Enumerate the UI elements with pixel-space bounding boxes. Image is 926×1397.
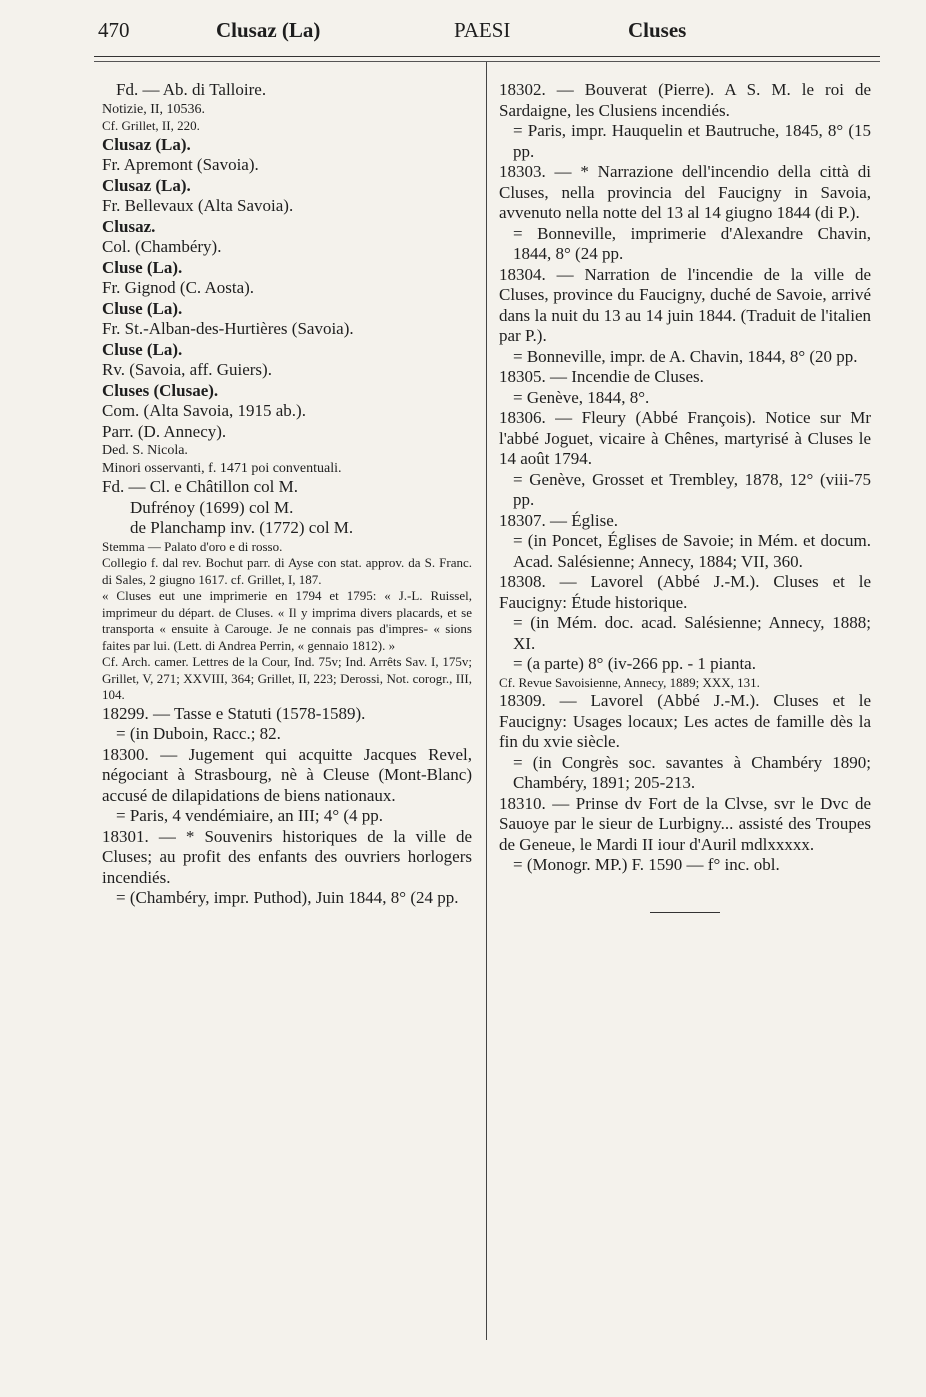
publication-line: = Paris, impr. Hauquelin et Bautruche, 1845, 8° (15 pp. [513, 121, 871, 161]
publication-line: = Bonneville, imprimerie d'Alexandre Chavin, 1844, 8° (24 pp. [513, 223, 871, 263]
publication-line: = Bonneville, impr. de A. Chavin, 1844, 8° (20 pp. [513, 346, 858, 366]
publication-line: = Genève, 1844, 8°. [513, 387, 650, 407]
bibliography-entry: 18300. — Jugement qui acquitte Jacques Revel, négociant à Strasbourg, nè à Cleuse (Mont-Blanc) accusé de dilapidations de biens nationaux. [102, 744, 472, 805]
college-note: Collegio f. dal rev. Bochut parr. di Ayse con stat. approv. da S. Franc. di Sales, 2 giugno 1617. cf. Grillet, I, 187. [102, 555, 472, 587]
publication-line: = (in Congrès soc. savantes à Chambéry 1890; Chambéry, 1891; 205-213. [513, 752, 871, 792]
place-detail: Parr. (D. Annecy). [102, 421, 227, 441]
note-line: Ded. S. Nicola. [102, 443, 188, 458]
bibliography-entry: 18308. — Lavorel (Abbé J.-M.). Cluses et le Faucigny: Étude historique. [499, 572, 871, 612]
bibliography-entry: 18309. — Lavorel (Abbé J.-M.). Cluses et le Faucigny: Usages locaux; Les actes de famille dès la fin du xvie siècle. [499, 691, 871, 751]
entry-line: Fd. — Ab. di Talloire. [116, 80, 267, 99]
bibliography-entry: 18304. — Narration de l'incendie de la ville de Cluses, province du Faucigny, duché de Savoie, arrivé dans la nuit du 13 au 14 juin 1844. (Traduit de l'italien par P.). [499, 264, 871, 345]
bibliography-entry: 18305. — Incendie de Cluses. [499, 367, 704, 386]
entry-line: de Planchamp inv. (1772) col M. [130, 518, 354, 537]
archive-references: Cf. Arch. camer. Lettres de la Cour, Ind. 75v; Ind. Arrêts Sav. I, 175v; Grillet, V, 271; XXVIII, 364; Grillet, II, 223; Derossi, Not. corogr., III, 104. [102, 654, 472, 702]
place-detail: Col. (Chambéry). [102, 237, 222, 256]
place-heading: Clusaz (La). [102, 175, 191, 195]
left-heading: Clusaz (La) [216, 18, 321, 42]
coat-of-arms-line: Stemma — Palato d'oro e di rosso. [102, 538, 283, 554]
bibliography-entry: 18306. — Fleury (Abbé François). Notice sur Mr l'abbé Joguet, vicaire à Chênes, martyrisé à Cluses le 14 août 1794. [499, 408, 871, 468]
bibliography-entry: 18299. — Tasse e Statuti (1578-1589). [102, 703, 366, 723]
place-heading: Clusaz (La). [102, 134, 191, 154]
bibliography-entry: 18303. — * Narrazione dell'incendio della città di Cluses, nella provincia del Faucigny in Savoia, avvenuto nella notte del 13 al 14 giugno 1844 (di P.). [499, 162, 871, 222]
left-column [102, 80, 472, 909]
publication-line: = (Chambéry, impr. Puthod), Juin 1844, 8° (24 pp. [116, 888, 459, 907]
entry-line: Dufrénoy (1699) col M. [130, 497, 294, 517]
note-line: Minori osservanti, f. 1471 poi conventuali. [102, 460, 342, 476]
header-rule-top [94, 56, 880, 57]
place-detail: Fr. Gignod (C. Aosta). [102, 278, 255, 297]
bibliography-entry: 18302. — Bouverat (Pierre). A S. M. le roi de Sardaigne, les Clusiens incendiés. [499, 80, 871, 120]
place-detail: Com. (Alta Savoia, 1915 ab.). [102, 401, 306, 420]
column-divider [486, 62, 487, 1340]
place-detail: Rv. (Savoia, aff. Guiers). [102, 360, 272, 379]
publication-line: = (in Poncet, Églises de Savoie; in Mém. et docum. Acad. Salésienne; Annecy, 1884; VII, 360. [513, 531, 871, 571]
page-number: 470 [98, 18, 130, 42]
reference-line: Cf. Grillet, II, 220. [102, 118, 200, 133]
place-heading: Cluses (Clusae). [102, 380, 219, 400]
publication-line: = Genève, Grosset et Trembley, 1878, 12° (viii-75 pp. [513, 469, 871, 509]
reference-line: Cf. Revue Savoisienne, Annecy, 1889; XXX, 131. [499, 674, 760, 690]
publication-line: = (in Mém. doc. acad. Salésienne; Annecy, 1888; XI. [513, 613, 871, 653]
quotation-block: « Cluses eut une imprimerie en 1794 et 1795: « J.-L. Ruissel, imprimeur du départ. de Cluses. « Il y imprima divers placards, et se transporta « ensuite à Carouge. Je ne connais pas d'impres- « sions faites par lui. (Lett. di Andrea Perrin, « gennaio 1812). » [102, 588, 472, 653]
publication-line: = (a parte) 8° (iv-266 pp. - 1 pianta. [513, 654, 756, 673]
header-rule-bottom [94, 61, 880, 62]
section-end-rule [650, 912, 720, 913]
place-heading: Cluse (La). [102, 298, 183, 318]
publication-line: = Paris, 4 vendémiaire, an III; 4° (4 pp. [116, 806, 384, 825]
bibliography-entry: 18301. — * Souvenirs historiques de la ville de Cluses; au profit des enfants des ouvriers horlogers incendiés. [102, 826, 472, 887]
place-heading: Cluse (La). [102, 339, 183, 359]
entry-line: Fd. — Cl. e Châtillon col M. [102, 477, 298, 496]
center-heading: PAESI [454, 18, 511, 42]
bibliography-entry: 18310. — Prinse dv Fort de la Clvse, svr le Dvc de Sauoye par le sieur de Lurbigny... assisté des Troupes de Geneue, le Mardi II iour d'Auril mdlxxxxx. [499, 793, 871, 854]
right-heading: Cluses [628, 18, 687, 42]
publication-line: = (Monogr. MP.) F. 1590 — f° inc. obl. [513, 855, 780, 874]
place-heading: Clusaz. [102, 216, 156, 236]
bibliography-entry: 18307. — Église. [499, 510, 618, 530]
place-heading: Cluse (La). [102, 257, 183, 277]
place-detail: Fr. Bellevaux (Alta Savoia). [102, 196, 294, 215]
running-header [98, 18, 878, 52]
publication-line: = (in Duboin, Racc.; 82. [116, 724, 281, 743]
place-detail: Fr. Apremont (Savoia). [102, 155, 259, 174]
place-detail: Fr. St.-Alban-des-Hurtières (Savoia). [102, 319, 354, 338]
note-line: Notizie, II, 10536. [102, 101, 206, 117]
right-column [499, 80, 871, 913]
